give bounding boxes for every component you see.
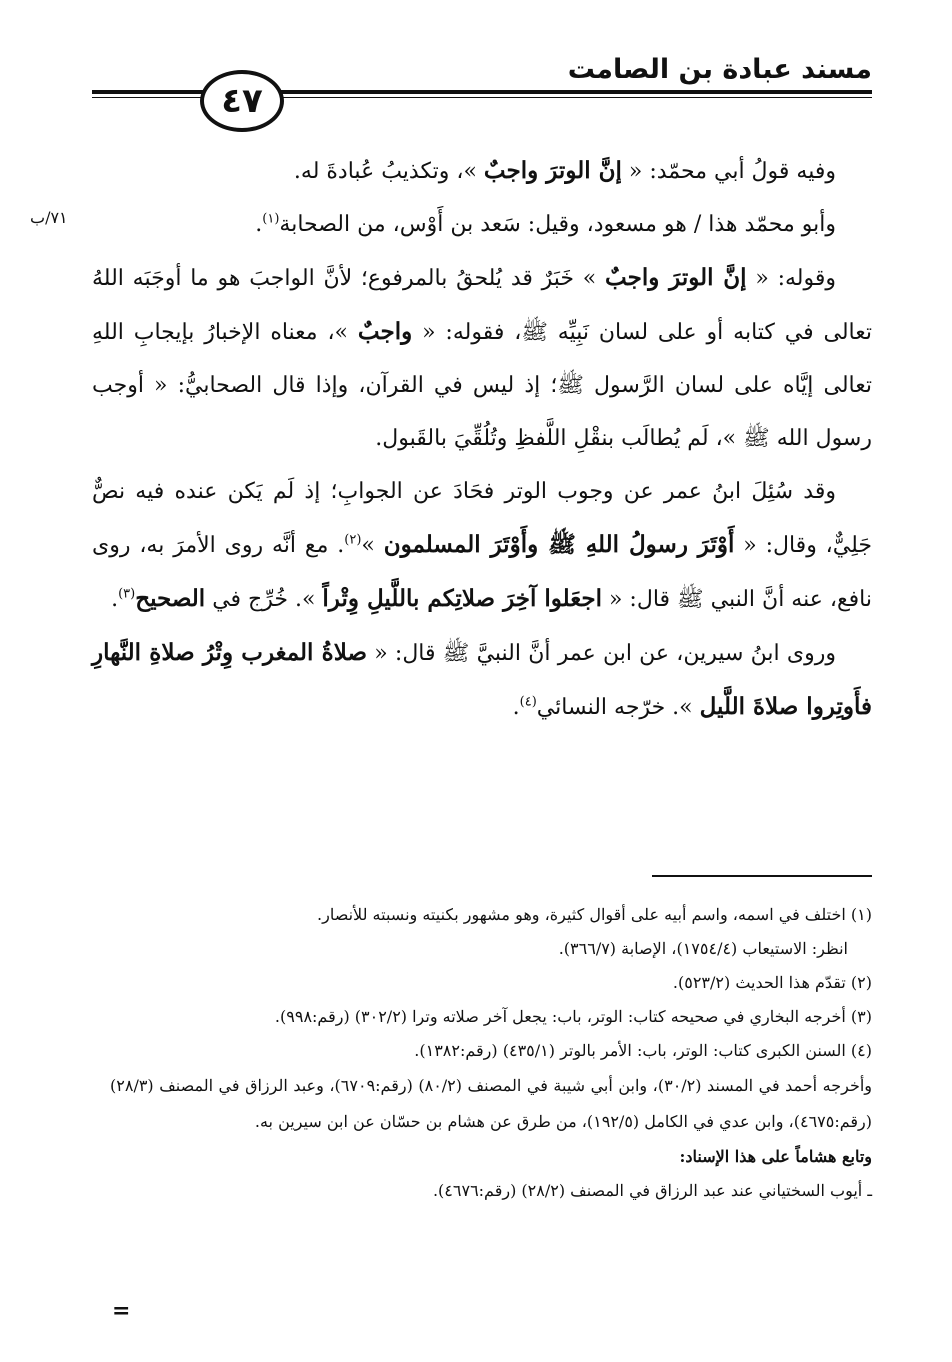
text-run: ». خرّجه النسائي <box>536 695 700 720</box>
text-run: وقد سُئِلَ ابنُ عمر عن وجوب الوتر فحَادَ عن الجوابِ؛ إذ لَم يَكن عنده فيه نصٌّ جَلِيٌّ، وقال: « <box>92 479 873 558</box>
text-run: وقوله: « <box>746 266 836 291</box>
footnotes <box>110 898 872 1208</box>
text-run: »، وتكذيبُ عُبادةَ له. <box>293 159 484 184</box>
footnote-4-item: ـ أيوب السختياني عند عبد الرزاق في المصنف (٢٨/٢) (رقم:٤٦٧٦). <box>432 1181 872 1200</box>
text-run: . <box>111 587 119 612</box>
main-text <box>92 144 872 734</box>
footnote-ref: (٣) <box>118 586 136 602</box>
quoted-hadith: اجعَلوا آخِرَ صلاتِكم باللَّيلِ وِتْراً <box>322 585 602 612</box>
text-run: »، معناه الإخبارُ بإيجابِ اللهِ تعالى إيَّاه على لسان الرَّسول ﷺ؛ إذ ليس في القرآن، وإذا قال الصحابيُّ: « أوجب رسول الله ﷺ »، لَم يُطالَب بنقْلِ اللَّفظِ وتُلُقِّيَ بالقَبول. <box>92 320 872 451</box>
paragraph-3 <box>92 251 872 465</box>
manuscript-folio-note: ٧١/ب <box>30 208 68 227</box>
text-run: وفيه قولُ أبي محمّد: « <box>621 159 836 184</box>
footnote-separator <box>652 875 872 877</box>
paragraph-2 <box>92 198 872 251</box>
paragraph-4 <box>92 465 872 626</box>
text-run: » خَبَرٌ قد يُلحقُ بالمرفوع؛ لأنَّ الواجبَ هو ما أوجَبَه اللهُ تعالى في كتابه أو على لسان نَبِيِّه ﷺ، فقوله: « <box>92 266 872 345</box>
text-run: وأبو محمّد هذا / هو مسعود، وقيل: سَعد بن أَوْس، من الصحابة <box>279 212 836 237</box>
quoted-hadith: أَوْتَرَ رسولُ اللهِ ﷺ وأَوْتَرَ المسلمون <box>383 531 735 558</box>
text-run: . <box>255 212 263 237</box>
quoted-hadith: إنَّ الوترَ واجبٌ <box>483 157 622 184</box>
page-number: ٤٧ <box>200 70 284 132</box>
footnote-1: (١) اختلف في اسمه، واسم أبيه على أقوال كثيرة، وهو مشهور بكنيته ونسبته للأنصار. <box>317 905 872 924</box>
text-run: ». خُرِّج في <box>205 587 323 612</box>
continuation-mark: = <box>112 1298 131 1324</box>
quoted-word: واجبٌ <box>357 318 413 345</box>
book-title: مسند عبادة بن الصامت <box>567 54 872 85</box>
text-run: . مع أنَّه روى الأمرَ به، روى نافع، عنه أنَّ النبي ﷺ قال: « <box>92 533 872 612</box>
footnote-ref: (١) <box>262 211 280 227</box>
footnote-4: (٤) السنن الكبرى كتاب: الوتر، باب: الأمر بالوتر (٤٣٥/١) (رقم:١٣٨٢). <box>414 1041 872 1060</box>
quoted-hadith: صلاةُ المغرب وِتْرُ صلاةِ النَّهارِ فأَوتِروا صلاةَ اللَّيل <box>92 639 872 720</box>
footnote-4-heading: وتابع هشاماً على هذا الإسناد: <box>679 1147 872 1166</box>
footnote-3: (٣) أخرجه البخاري في صحيحه كتاب: الوتر، باب: يجعل آخر صلاته وترا (٣٠٢/٢) (رقم:٩٩٨). <box>274 1007 872 1026</box>
text-run: وروى ابنُ سيرين، عن ابن عمر أنَّ النبيَّ ﷺ قال: « <box>366 641 836 666</box>
quoted-hadith: إنَّ الوترَ واجبٌ <box>605 264 747 291</box>
footnote-ref: (٢) <box>344 532 362 548</box>
footnote-2: (٢) تقدّم هذا الحديث (٥٢٣/٢). <box>672 973 872 992</box>
paragraph-5 <box>92 626 872 734</box>
footnote-1-ref: انظر: الاستيعاب (١٧٥٤/٤)، الإصابة (٣٦٦/٧). <box>558 939 848 958</box>
footnote-4-detail: وأخرجه أحمد في المسند (٣٠/٢)، وابن أبي شيبة في المصنف (٨٠/٢) (رقم:٦٧٠٩)، وعبد الرزاق في المصنف (٢٨/٣) (رقم:٤٦٧٥)، وابن عدي في الكامل (١٩٢/٥)، من طرق عن هشام بن حسّان عن ابن سيرين به. <box>110 1076 873 1131</box>
footnote-ref: (٤) <box>519 694 537 710</box>
text-run: . <box>512 695 520 720</box>
text-run: » <box>361 533 384 558</box>
paragraph-1 <box>92 144 872 198</box>
source-name: الصحيح <box>135 585 206 612</box>
